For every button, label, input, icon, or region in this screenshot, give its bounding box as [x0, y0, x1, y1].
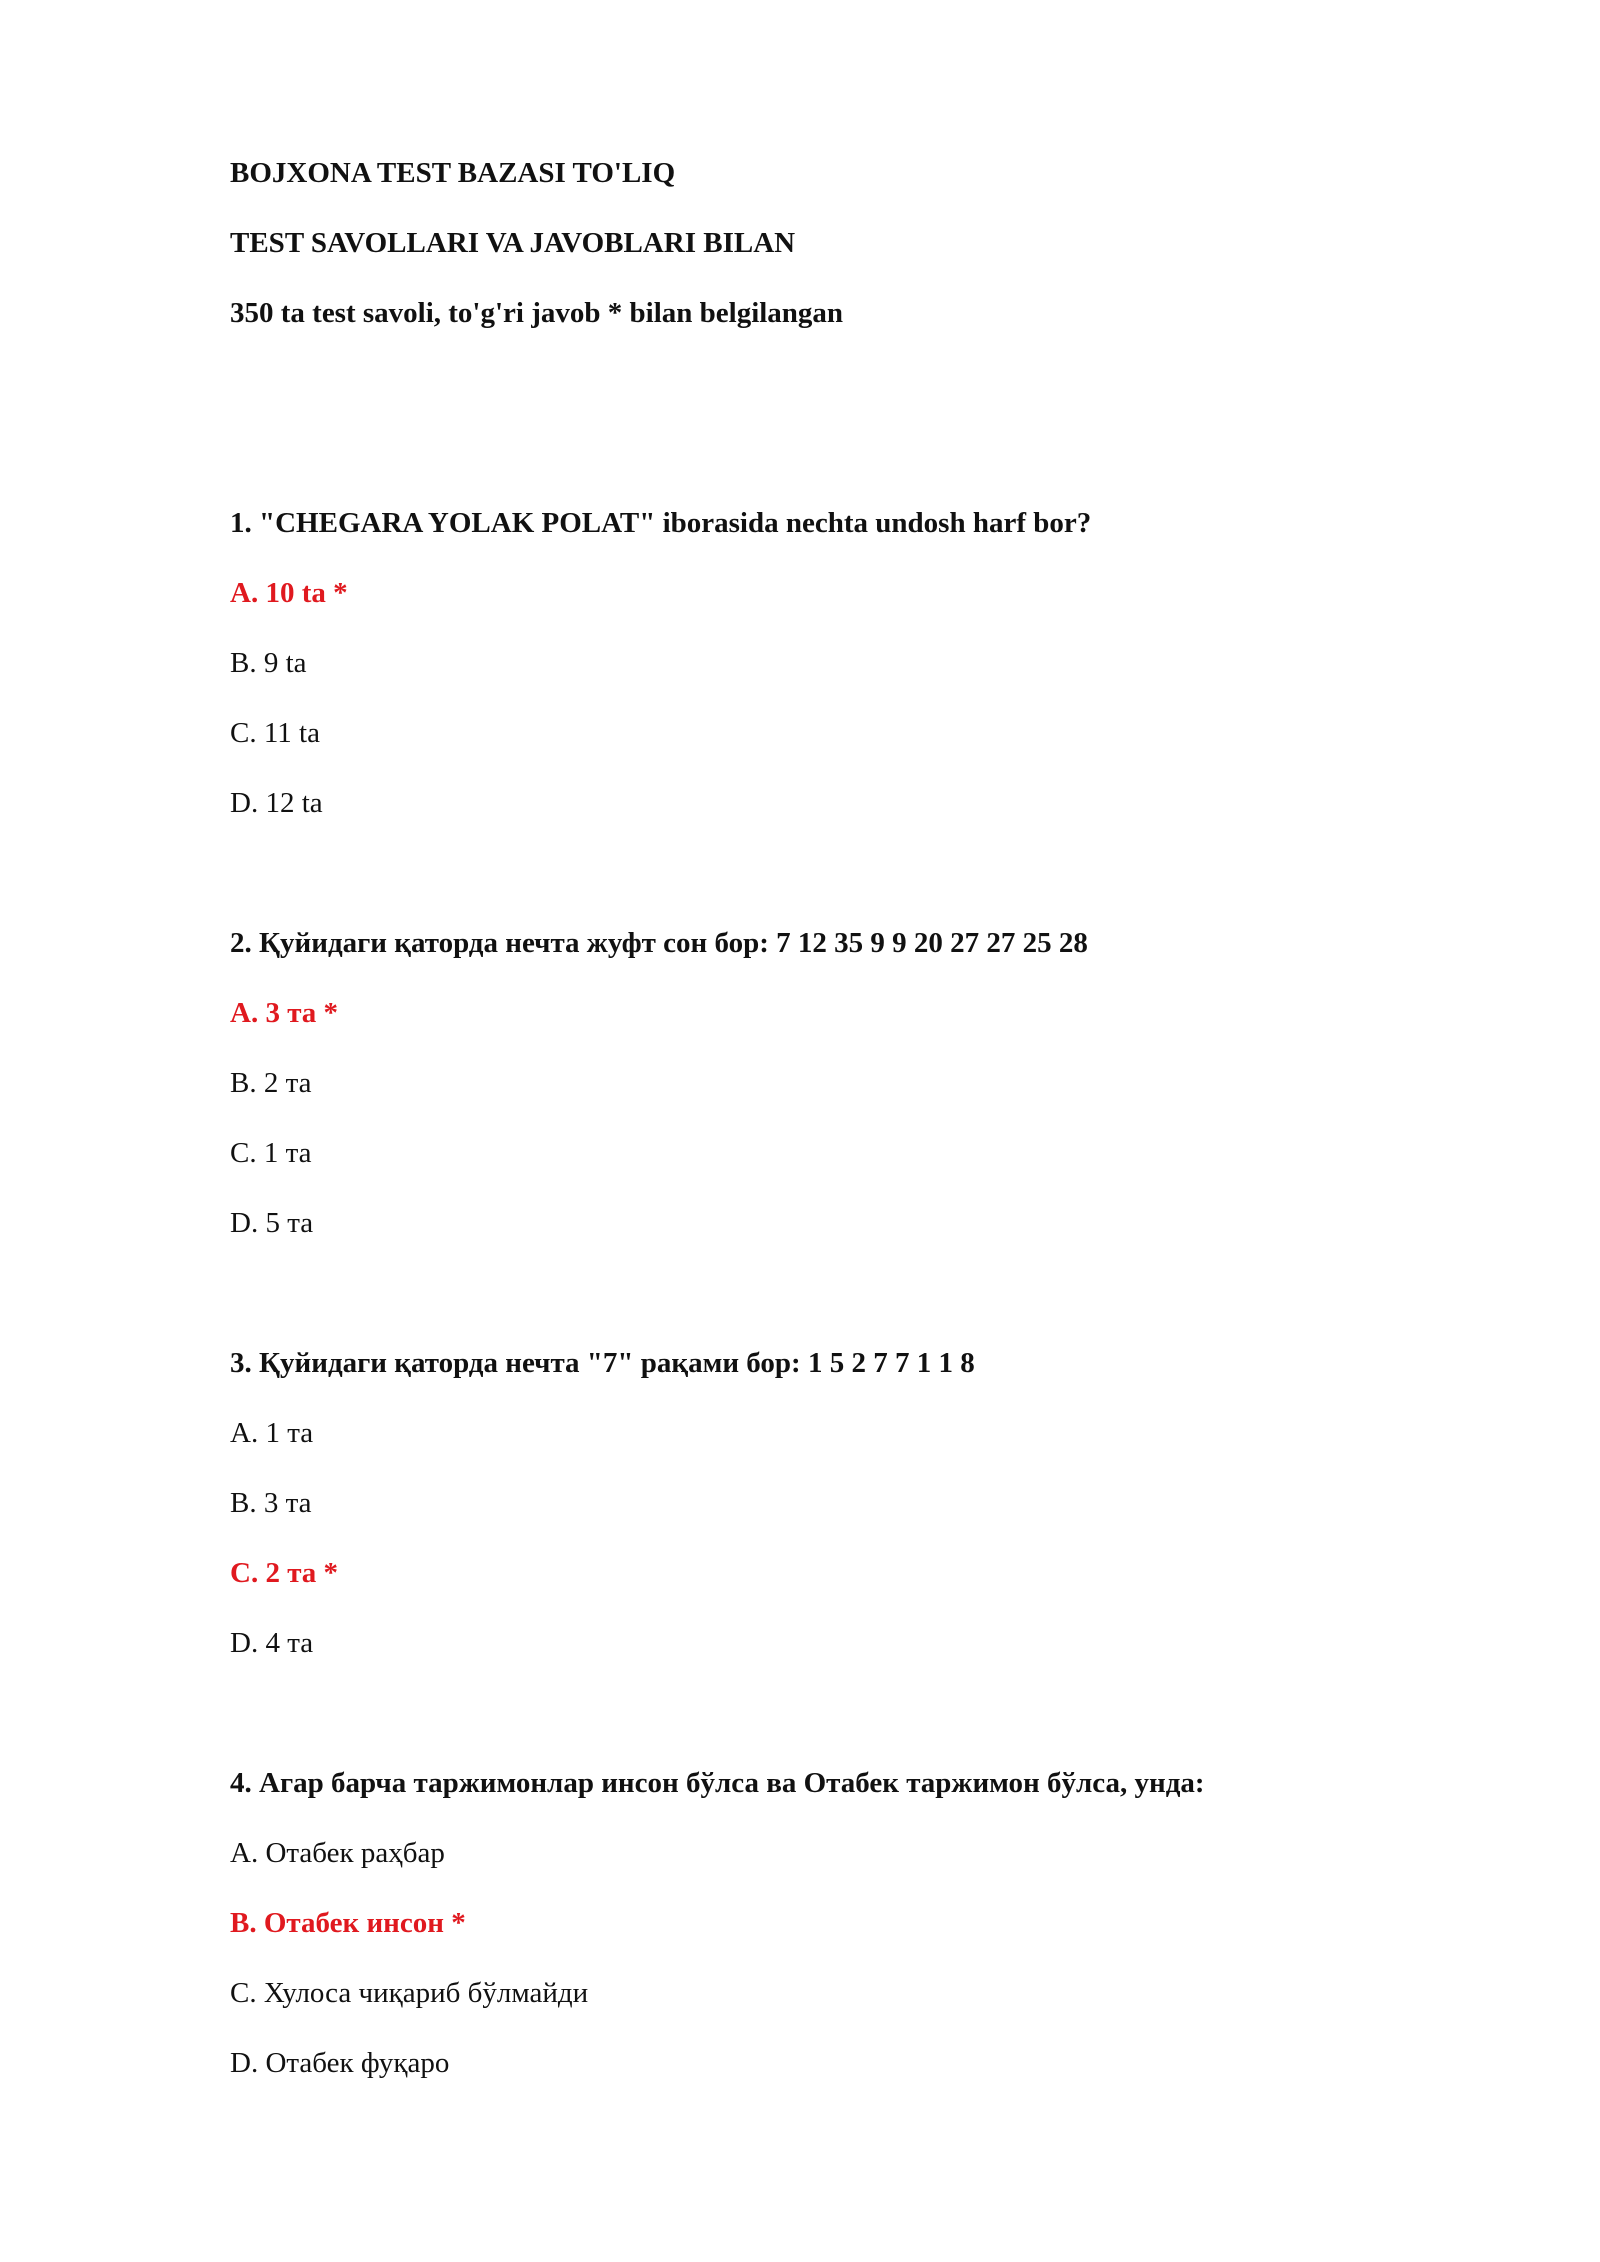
answer-option-correct: B. Отабек инсон * [230, 1907, 466, 1939]
document-subtitle: TEST SAVOLLARI VA JAVOBLARI BILAN [230, 227, 796, 259]
question-text: 2. Қуйидаги қаторда нечта жуфт сон бор: 7 12 35 9 9 20 27 27 25 28 [230, 927, 1088, 959]
answer-option: B. 3 та [230, 1487, 312, 1519]
answer-option-correct: C. 2 та * [230, 1557, 339, 1589]
answer-option: D. Отабек фуқаро [230, 2047, 450, 2079]
answer-option: D. 5 та [230, 1207, 314, 1239]
document-note: 350 ta test savoli, to'g'ri javob * bilan belgilangan [230, 297, 844, 329]
answer-option: A. 1 та [230, 1417, 314, 1449]
answer-option: D. 12 ta [230, 787, 323, 819]
answer-option: B. 2 та [230, 1067, 312, 1099]
answer-option: C. Хулоса чиқариб бўлмайди [230, 1977, 589, 2009]
answer-option-correct: A. 10 ta * [230, 577, 348, 609]
document-title: BOJXONA TEST BAZASI TO'LIQ [230, 157, 676, 189]
answer-option: C. 11 ta [230, 717, 320, 749]
answer-option: D. 4 та [230, 1627, 314, 1659]
question-text: 3. Қуйидаги қаторда нечта "7" рақами бор: 1 5 2 7 7 1 1 8 [230, 1347, 975, 1379]
answer-option: C. 1 та [230, 1137, 312, 1169]
answer-option-correct: A. 3 та * [230, 997, 339, 1029]
question-text: 1. "CHEGARA YOLAK POLAT" iborasida nechta undosh harf bor? [230, 507, 1092, 539]
answer-option: A. Отабек раҳбар [230, 1837, 445, 1869]
answer-option: B. 9 ta [230, 647, 307, 679]
question-text: 4. Агар барча таржимонлар инсон бўлса ва Отабек таржимон бўлса, унда: [230, 1767, 1205, 1799]
